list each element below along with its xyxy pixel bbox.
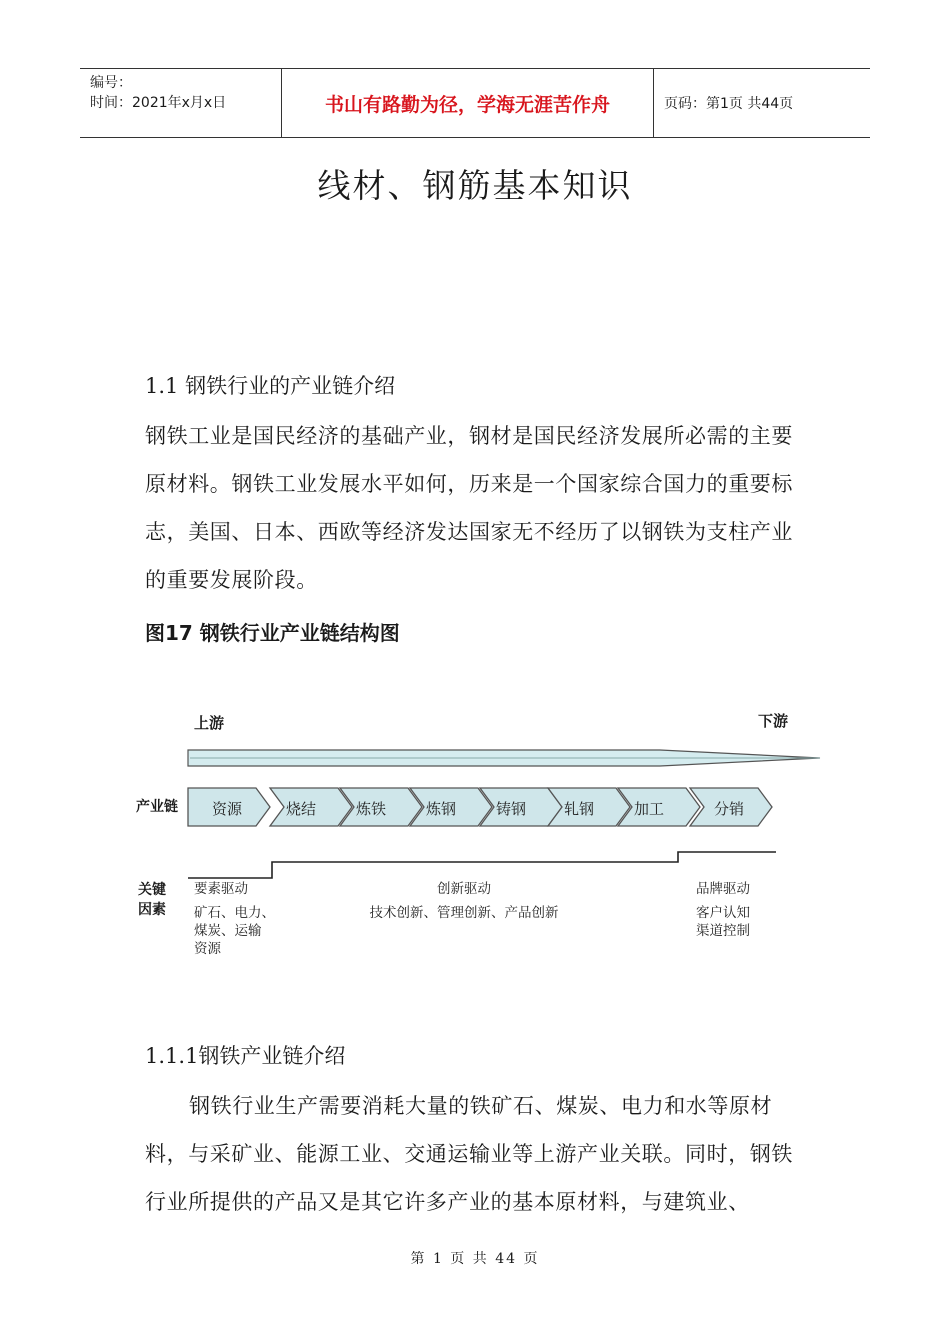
step-label: 炼钢 <box>425 800 456 818</box>
section-heading-1-1: 1.1 钢铁行业的产业链介绍 <box>145 374 396 398</box>
paragraph-chain: 钢铁行业生产需要消耗大量的铁矿石、煤炭、电力和水等原材料，与采矿业、能源工业、交通运输业等上游产业关联。同时，钢铁行业所提供的产品又是其它许多产业的基本原材料，与建筑业、 <box>145 1094 793 1214</box>
factor-detail: 客户认知 <box>696 905 750 921</box>
factor-detail: 资源 <box>194 941 221 957</box>
step-label: 炼铁 <box>355 800 386 818</box>
factor-innovation-driven <box>354 880 574 922</box>
serial-number-label: 编号： <box>90 75 132 91</box>
key-factors-label <box>138 880 166 920</box>
step-label: 烧结 <box>285 800 316 818</box>
factor-detail: 技术创新、管理创新、产品创新 <box>369 905 559 921</box>
page-footer: 第 1 页 共 44 页 <box>410 1251 540 1267</box>
header-page-info: 页码：第1页 共44页 <box>664 96 794 112</box>
step-label: 轧钢 <box>563 800 594 818</box>
step-label: 资源 <box>211 800 242 818</box>
factor-title: 品牌驱动 <box>696 881 750 897</box>
document-header <box>80 68 870 138</box>
factor-detail: 矿石、电力、 <box>194 905 275 921</box>
header-meta <box>80 69 282 137</box>
industry-chain-diagram <box>130 700 830 970</box>
factor-title: 要素驱动 <box>194 881 248 897</box>
factor-step-line <box>188 852 776 878</box>
chain-label: 产业链 <box>136 799 178 815</box>
factor-title: 创新驱动 <box>437 881 491 897</box>
figure-caption: 图17 钢铁行业产业链结构图 <box>145 621 400 645</box>
factor-detail: 渠道控制 <box>696 923 750 939</box>
upstream-label: 上游 <box>194 714 225 732</box>
date-label: 时间：2021年x月x日 <box>90 95 227 111</box>
header-motto: 书山有路勤为径，学海无涯苦作舟 <box>282 69 654 137</box>
paragraph-intro: 钢铁工业是国民经济的基础产业，钢材是国民经济发展所必需的主要原材料。钢铁工业发展水平如何，历来是一个国家综合国力的重要标志，美国、日本、西欧等经济发达国家无不经历了以钢铁为支柱产业的重要发展阶段。 <box>145 424 793 592</box>
factor-element-driven <box>194 880 275 958</box>
section-heading-1-1-1: 1.1.1钢铁产业链介绍 <box>145 1044 346 1068</box>
step-label: 分销 <box>713 800 744 818</box>
document-title: 线材、钢筋基本知识 <box>317 166 633 205</box>
factor-brand-driven <box>696 880 750 940</box>
downstream-label: 下游 <box>758 712 789 730</box>
step-label: 加工 <box>633 800 664 818</box>
step-label: 铸钢 <box>495 800 526 818</box>
factor-detail: 煤炭、运输 <box>194 923 262 939</box>
key-label-line: 因素 <box>138 902 166 918</box>
key-label-line: 关键 <box>138 882 166 898</box>
